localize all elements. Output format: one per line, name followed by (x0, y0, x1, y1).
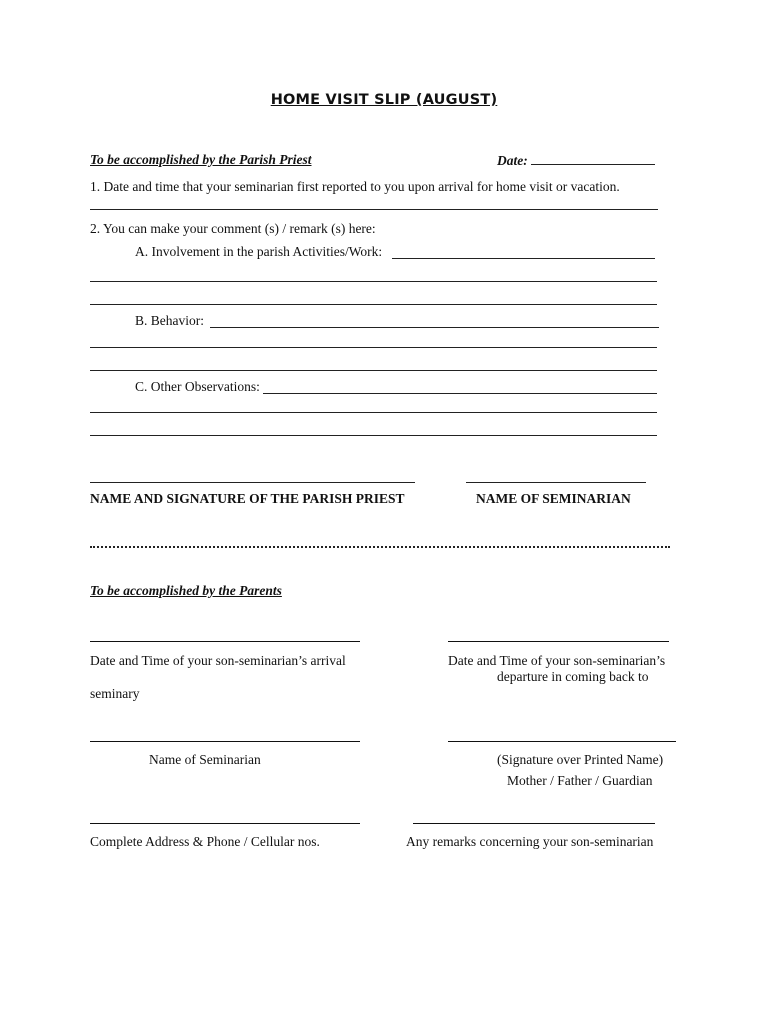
priest-section-heading: To be accomplished by the Parish Priest (90, 152, 312, 167)
question-1: 1. Date and time that your seminarian first reported to you upon arrival for home visit or vacation. (90, 179, 620, 194)
arrival-label-1: Date and Time of your son-seminarian’s arrival (90, 653, 346, 668)
arrival-line[interactable] (90, 641, 360, 642)
parents-section-heading: To be accomplished by the Parents (90, 583, 282, 598)
label-other-observations: C. Other Observations: (135, 379, 260, 394)
answer-line-a-3[interactable] (90, 304, 657, 305)
date-label: Date: (497, 153, 528, 168)
departure-line[interactable] (448, 641, 669, 642)
answer-line-c-2[interactable] (90, 412, 657, 413)
priest-signature-label: NAME AND SIGNATURE OF THE PARISH PRIEST (90, 491, 405, 506)
label-behavior: B. Behavior: (135, 313, 204, 328)
seminarian-name-line-2[interactable] (90, 741, 360, 742)
date-field[interactable] (497, 152, 655, 169)
seminarian-name-line[interactable] (466, 482, 646, 483)
answer-line-b-3[interactable] (90, 370, 657, 371)
address-line[interactable] (90, 823, 360, 824)
page-title: HOME VISIT SLIP (AUGUST) (270, 92, 498, 108)
label-involvement: A. Involvement in the parish Activities/Work: (135, 244, 383, 259)
arrival-label-2: seminary (90, 686, 140, 701)
answer-line-b-2[interactable] (90, 347, 657, 348)
remarks-label: Any remarks concerning your son-seminarian (406, 834, 654, 849)
signature-label-1: (Signature over Printed Name) (497, 752, 664, 767)
departure-label-1: Date and Time of your son-seminarian’s (448, 653, 666, 668)
answer-line-a-1[interactable] (392, 258, 655, 259)
remarks-line[interactable] (413, 823, 655, 824)
date-blank[interactable] (531, 152, 655, 165)
seminarian-name-label-2: Name of Seminarian (149, 752, 261, 767)
departure-label-2: departure in coming back to (497, 669, 649, 684)
seminarian-name-label: NAME OF SEMINARIAN (476, 491, 631, 506)
answer-line-c-3[interactable] (90, 435, 657, 436)
question-2: 2. You can make your comment (s) / remark (s) here: (90, 221, 376, 236)
answer-line-b-1[interactable] (210, 327, 659, 328)
answer-line-c-1[interactable] (263, 393, 657, 394)
priest-signature-line[interactable] (90, 482, 415, 483)
signature-label-2: Mother / Father / Guardian (507, 773, 653, 788)
cut-line (90, 546, 670, 548)
answer-line-a-2[interactable] (90, 281, 657, 282)
address-label: Complete Address & Phone / Cellular nos. (90, 834, 320, 849)
answer-line-q1[interactable] (90, 209, 658, 210)
parent-signature-line[interactable] (448, 741, 676, 742)
